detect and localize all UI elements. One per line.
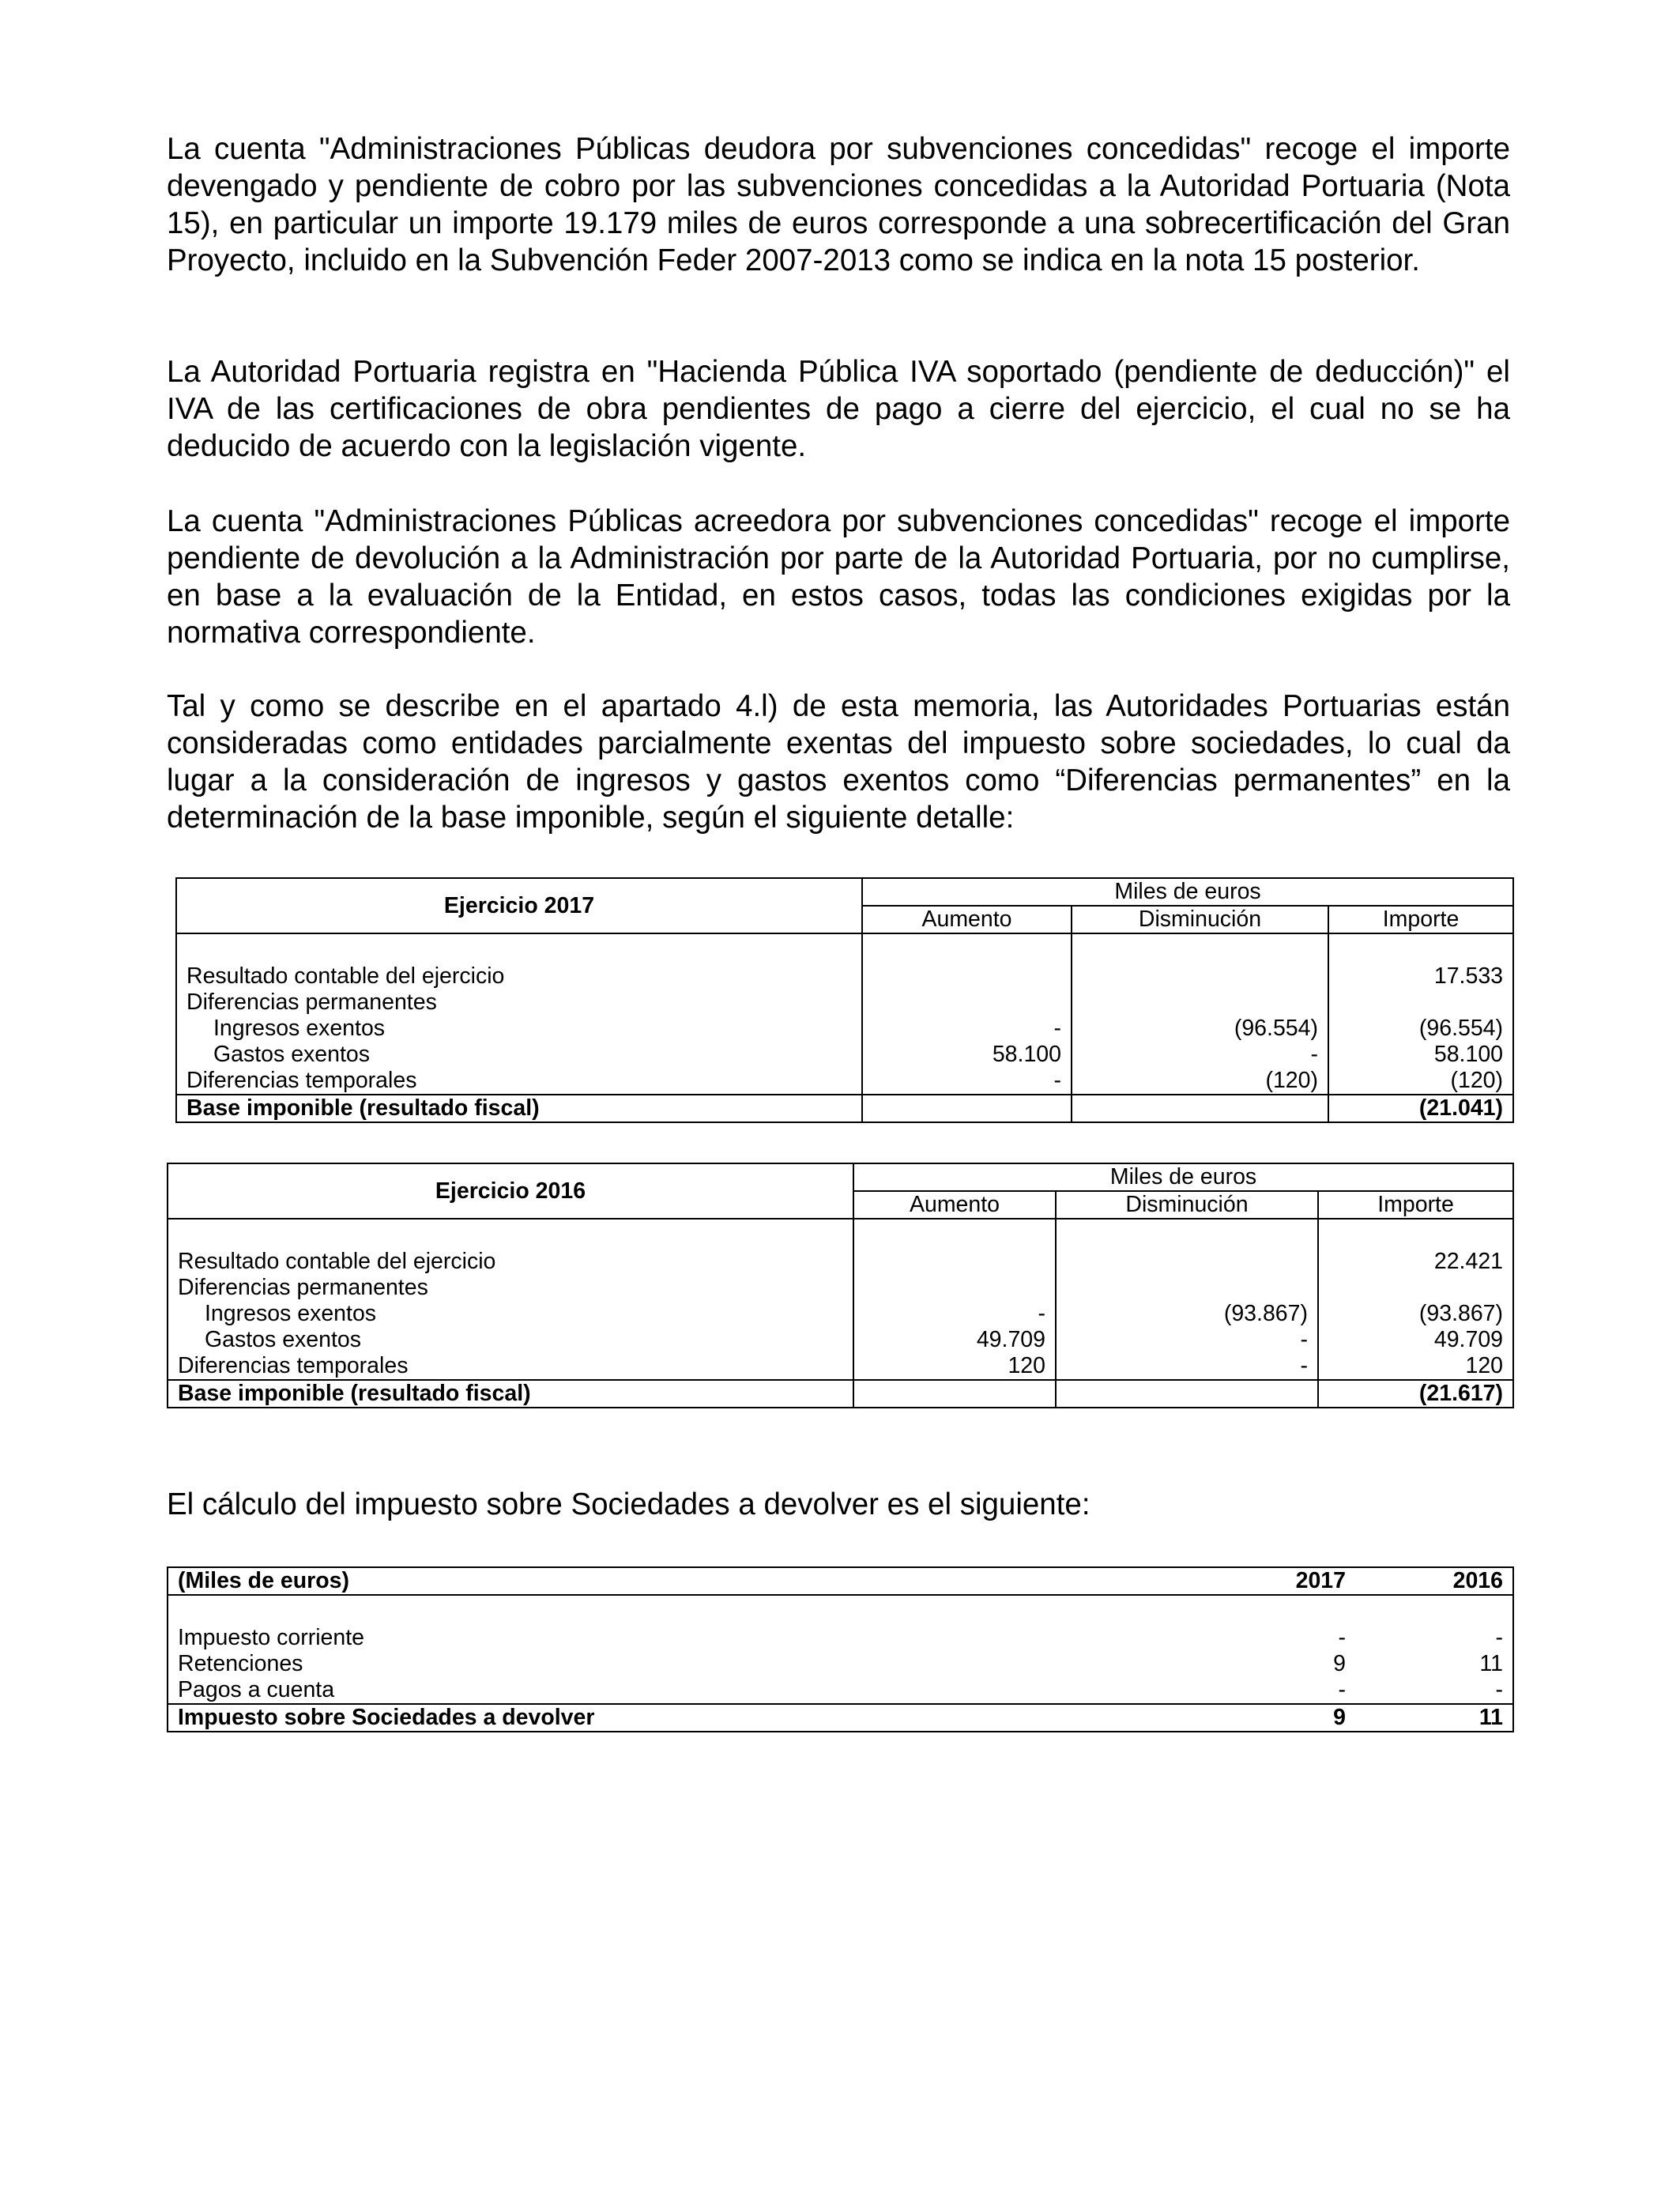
table-impuesto-sociedades <box>167 1566 1514 1732</box>
col-header-importe: Importe <box>1328 906 1513 933</box>
table-row-spacer <box>176 933 1513 963</box>
table-row: Gastos exentos 49.709 - 49.709 <box>168 1327 1513 1353</box>
table-row: Resultado contable del ejercicio 22.421 <box>168 1249 1513 1275</box>
col-header-aumento: Aumento <box>862 906 1072 933</box>
paragraph-diferencias-permanentes: Tal y como se describe en el apartado 4.l) de esta memoria, las Autoridades Portuarias están consideradas como entidades parcialmente exentas del impuesto sobre sociedades, lo cual da lugar a la consideración de ingresos y gastos exentos como “Diferencias permanentes” en la determinación de la base imponible, según el siguiente detalle: <box>167 689 1510 835</box>
table-row: Impuesto corriente - - <box>168 1625 1513 1651</box>
col-header-disminucion: Disminución <box>1056 1191 1318 1219</box>
table-row: Diferencias permanentes <box>176 990 1513 1016</box>
table-row: Ingresos exentos - (93.867) (93.867) <box>168 1301 1513 1327</box>
table-title: Ejercicio 2016 <box>168 1163 853 1219</box>
paragraph-subvenciones-acreedora: La cuenta "Administraciones Públicas acreedora por subvenciones concedidas" recoge el importe pendiente de devolución a la Administración por parte de la Autoridad Portuaria, por no cumplirse, en base a la evaluación de la Entidad, en estos casos, todas las condiciones exigidas por la normativa correspondiente. <box>167 504 1510 650</box>
paragraph-subvenciones-deudora: La cuenta "Administraciones Públicas deudora por subvenciones concedidas" recoge el importe devengado y pendiente de cobro por las subvenciones concedidas a la Autoridad Portuaria (Nota 15), en particular un importe 19.179 miles de euros corresponde a una sobrecertificación del Gran Proyecto, incluido en la Subvención Feder 2007-2013 como se indica en la nota 15 posterior. <box>167 132 1510 277</box>
table-row: Diferencias temporales - (120) (120) <box>176 1068 1513 1095</box>
table-row-spacer <box>168 1219 1513 1249</box>
table-row: Gastos exentos 58.100 - 58.100 <box>176 1042 1513 1068</box>
table-row: Pagos a cuenta - - <box>168 1677 1513 1704</box>
table-total-row: Base imponible (resultado fiscal) (21.041) <box>176 1095 1513 1122</box>
table-ejercicio-2016 <box>167 1163 1514 1408</box>
table-header-year-2016: 2016 <box>1355 1567 1513 1595</box>
group-header: Miles de euros <box>853 1163 1513 1191</box>
table-ejercicio-2017 <box>175 877 1514 1123</box>
group-header: Miles de euros <box>862 878 1513 906</box>
table-total-row: Base imponible (resultado fiscal) (21.617) <box>168 1380 1513 1408</box>
table-row: Diferencias permanentes <box>168 1275 1513 1301</box>
col-header-disminucion: Disminución <box>1072 906 1328 933</box>
table-title: Ejercicio 2017 <box>176 878 862 933</box>
table-row: Retenciones 9 11 <box>168 1651 1513 1677</box>
col-header-importe: Importe <box>1318 1191 1513 1219</box>
table-total-row: Impuesto sobre Sociedades a devolver 9 11 <box>168 1704 1513 1732</box>
table-row: Diferencias temporales 120 - 120 <box>168 1353 1513 1380</box>
table-row-spacer <box>168 1595 1513 1625</box>
paragraph-calculo-impuesto: El cálculo del impuesto sobre Sociedades a devolver es el siguiente: <box>167 1487 1090 1521</box>
table-header-label: (Miles de euros) <box>168 1567 1155 1595</box>
paragraph-hacienda-iva: La Autoridad Portuaria registra en "Hacienda Pública IVA soportado (pendiente de deducción)" el IVA de las certificaciones de obra pendientes de pago a cierre del ejercicio, el cual no se ha deducido de acuerdo con la legislación vigente. <box>167 355 1510 463</box>
col-header-aumento: Aumento <box>853 1191 1056 1219</box>
table-header-year-2017: 2017 <box>1155 1567 1355 1595</box>
table-row: Resultado contable del ejercicio 17.533 <box>176 963 1513 990</box>
table-row: Ingresos exentos - (96.554) (96.554) <box>176 1016 1513 1042</box>
